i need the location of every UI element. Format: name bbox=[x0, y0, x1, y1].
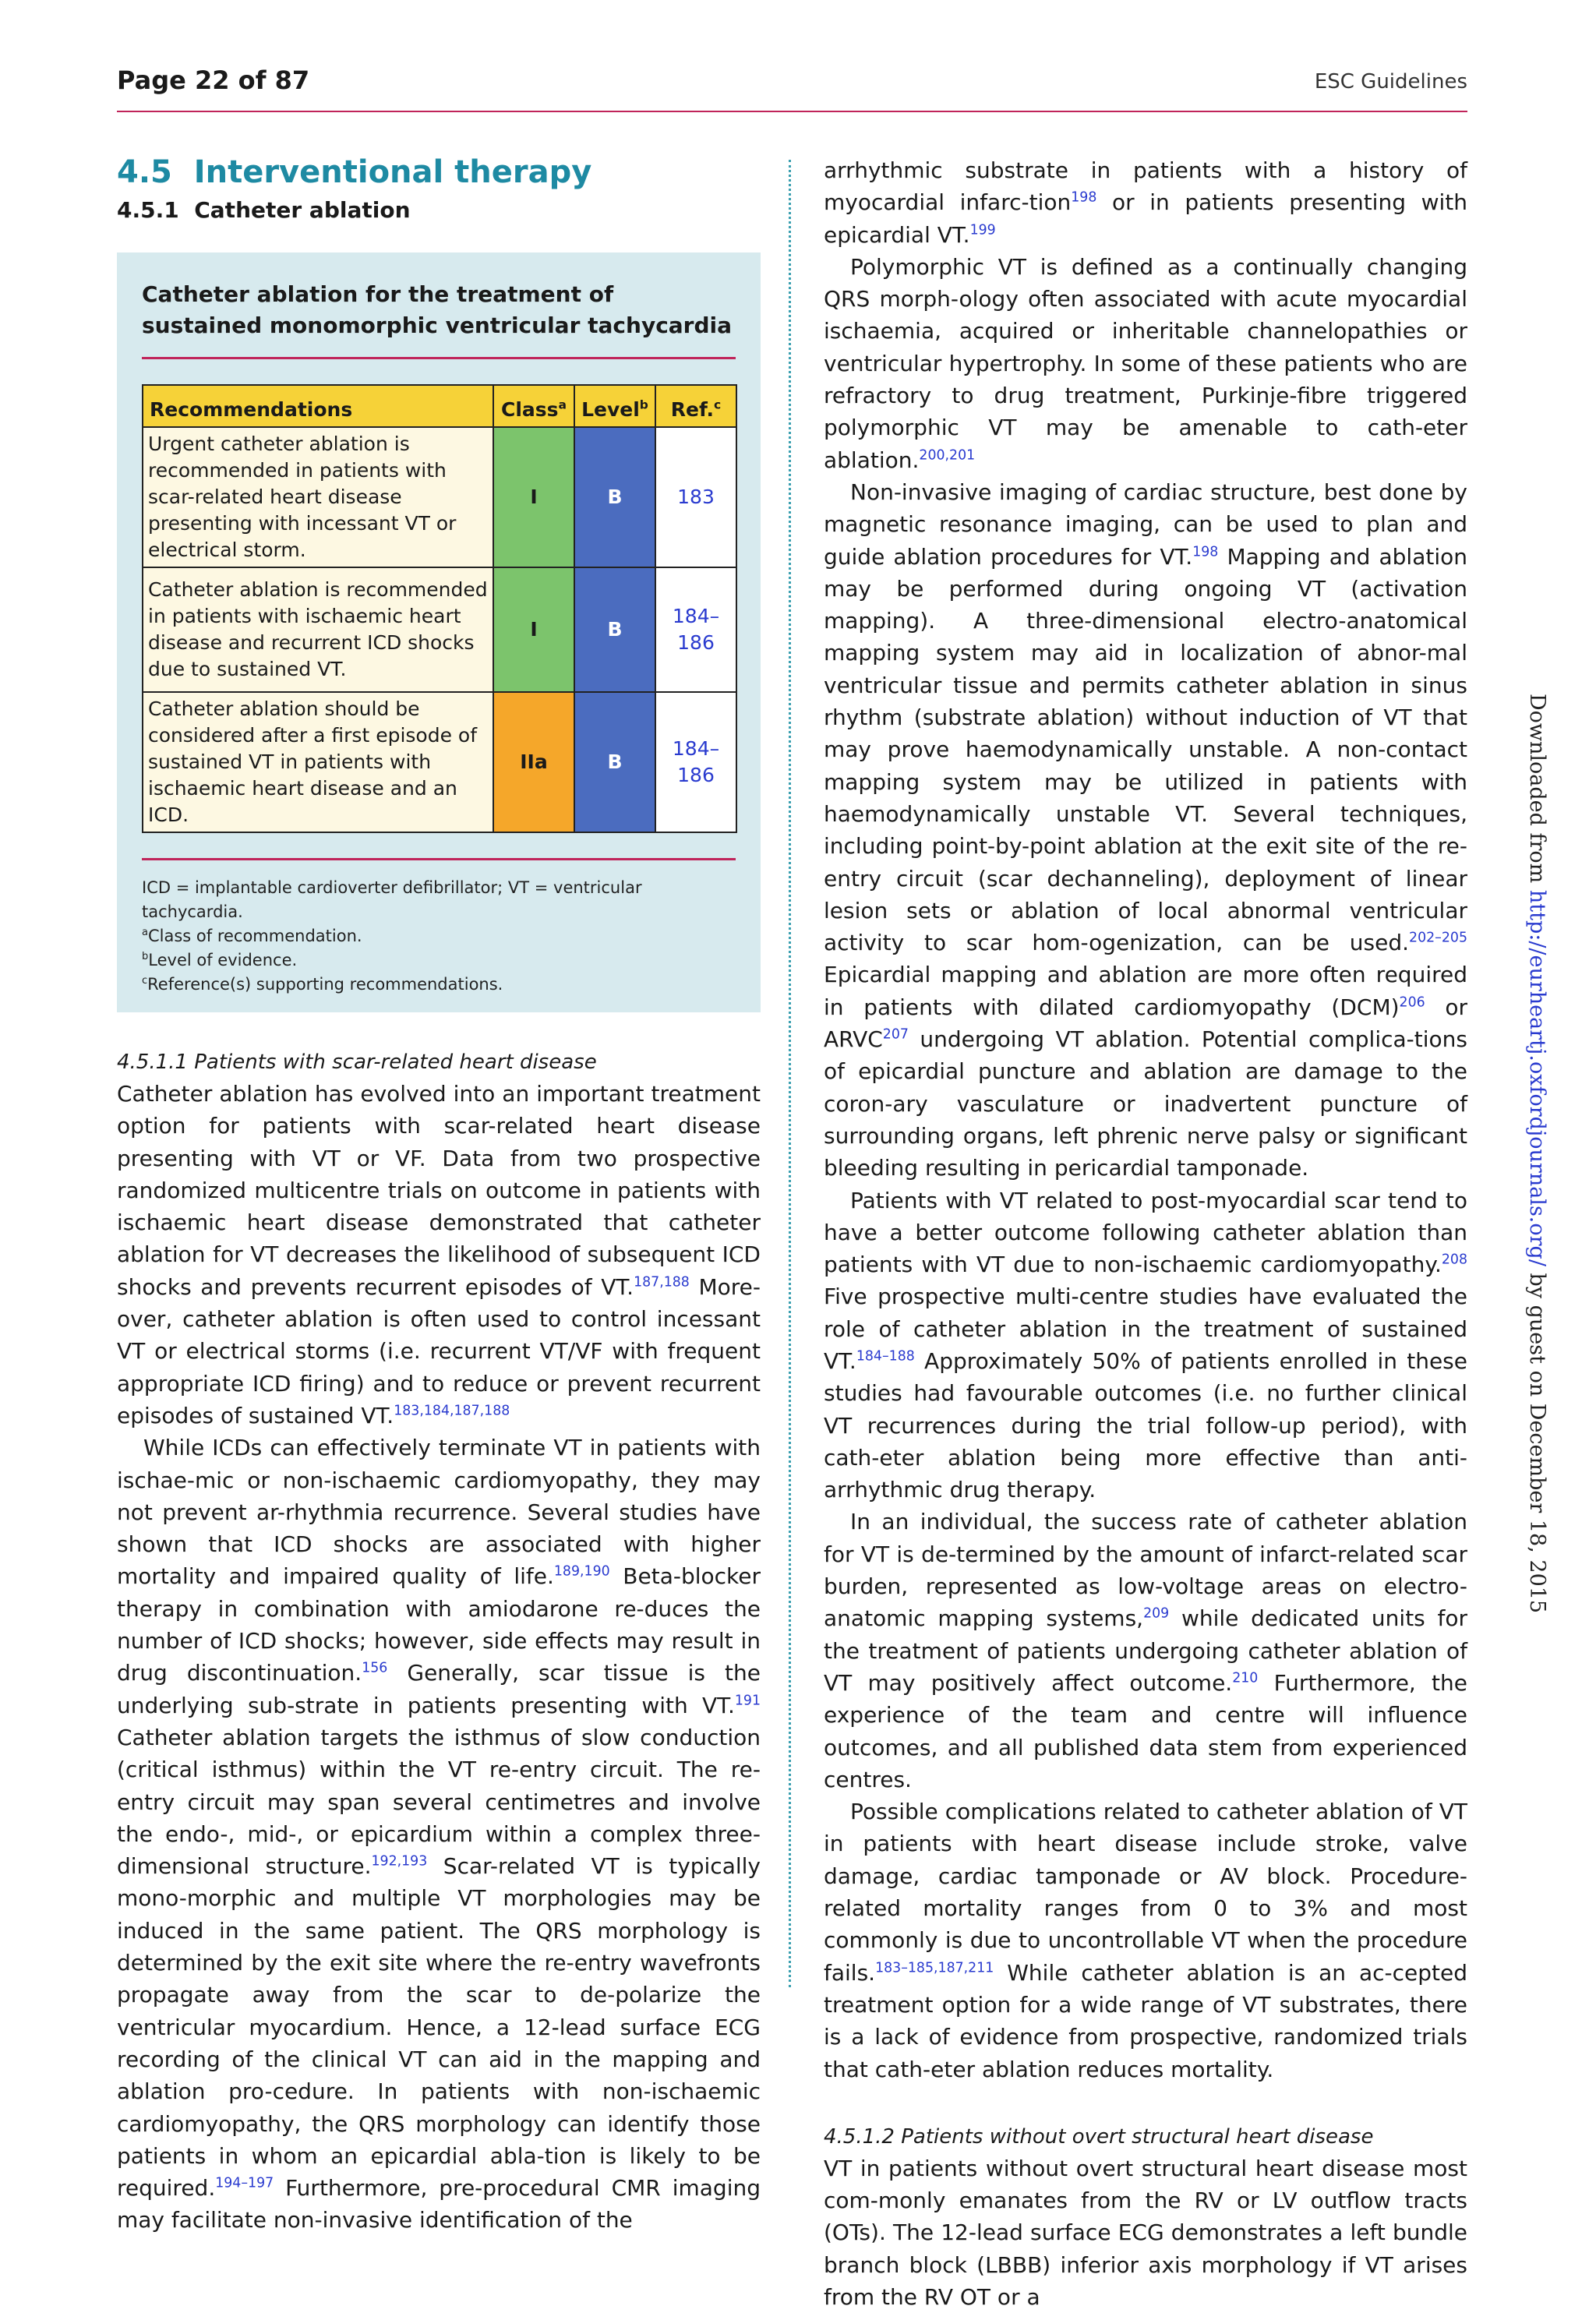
citation[interactable]: 206 bbox=[1399, 994, 1425, 1011]
right-column bbox=[824, 154, 1467, 2313]
paragraph: Polymorphic VT is defined as a continually changing QRS morph-ology often associated with acute myocardial ischaemia, acquired or inheritable channelopathies or ventricular hypertrophy. In some of these patients who are refractory to drug treatment, Purkinje-fibre triggered polymorphic VT may be amenable to cath-eter ablation.$^{200,201}$ bbox=[824, 253, 1467, 473]
ref-cell[interactable]: 183 bbox=[655, 427, 736, 567]
paragraph: VT in patients without overt structural heart disease most com-monly emanates from the RV or LV outflow tracts (OTs). The 12-lead surface ECG demonstrates a left bundle branch block (LBBB) inferior axis morphology if VT arises from the RV OT or a bbox=[824, 2155, 1467, 2310]
paragraph: In an individual, the success rate of catheter ablation for VT is de-termined by the amount of infarct-related scar burden, represented as low-voltage areas on electro-anatomic mapping systems,$^{209}$ while dedicated units for the treatment of patients undergoing catheter ablation of VT may positively affect outcome.$^{210}$ Furthermore, the experience of the team and centre will influence outcomes, and all published data stem from experienced centres. bbox=[824, 1509, 1468, 1792]
class-cell: IIa bbox=[493, 692, 574, 832]
header-class: Class$^a$ bbox=[493, 385, 574, 427]
download-side-note: Downloaded from http://eurheartj.oxfordjournals.org/ by guest on December 18, 2015 bbox=[1525, 694, 1549, 1614]
recommendation-box bbox=[117, 252, 761, 1012]
citation[interactable]: 210 bbox=[1232, 1670, 1259, 1686]
header-level: Level$^b$ bbox=[574, 385, 655, 427]
citation[interactable]: 207 bbox=[882, 1026, 909, 1043]
recommendation-table bbox=[142, 384, 737, 833]
level-cell: B bbox=[574, 567, 655, 692]
table-row bbox=[143, 427, 736, 567]
recommendation-box-title: Catheter ablation for the treatment of sustained monomorphic ventricular tachycardia bbox=[142, 281, 733, 338]
source-link[interactable]: http://eurheartj.oxfordjournals.org/ bbox=[1525, 889, 1549, 1266]
citation[interactable]: 192,193 bbox=[371, 1853, 428, 1870]
citation[interactable]: 191 bbox=[734, 1693, 761, 1709]
header-ref: Ref.$^c$ bbox=[655, 385, 736, 427]
citation[interactable]: 187,188 bbox=[634, 1274, 690, 1291]
box-divider-bottom bbox=[142, 858, 736, 860]
page-header bbox=[117, 65, 1467, 112]
paragraph: While ICDs can effectively terminate VT in patients with ischae-mic or non-ischaemic cardiomyopathy, they may not prevent ar-rhythmia recurrence. Several studies have shown that ICD shocks are associated with higher mortality and impaired quality of life.$^{189,190}$ Beta-blocker therapy in combination with amiodarone re-duces the number of ICD shocks; however, side effects may result in drug discontinuation.$^{156}$ Generally, scar tissue is the underlying sub-strate in patients presenting with VT.$^{191}$ Catheter ablation targets the isthmus of slow conduction (critical isthmus) within the VT re-entry circuit. The re-entry circuit may span several centimetres and involve the endo-, mid-, or epicardium within a complex three-dimensional structure.$^{192,193}$ Scar-related VT is typically mono-morphic and multiple VT morphologies may be induced in the same patient. The QRS morphology is determined by the exit site where the re-entry wavefronts propagate away from the scar to de-polarize the ventricular myocardium. Hence, a 12-lead surface ECG recording of the clinical VT can aid in the mapping and ablation pro-cedure. In patients with non-ischaemic cardiomyopathy, the QRS morphology can identify those patients in whom an epicardial abla-tion is likely to be required.$^{194-197}$ Furthermore, pre-procedural CMR imaging may facilitate non-invasive identification of the bbox=[117, 1435, 761, 2234]
footnote-abbreviations: ICD = implantable cardioverter defibrillator; VT = ventricular tachycardia. bbox=[142, 878, 642, 921]
subsection-number: 4.5.1 bbox=[117, 197, 179, 223]
citation[interactable]: 202–205 bbox=[1409, 930, 1467, 946]
citation[interactable]: 183–185,187,211 bbox=[875, 1960, 994, 1976]
ref-cell[interactable]: 184– 186 bbox=[655, 567, 736, 692]
citation[interactable]: 198 bbox=[1071, 189, 1097, 206]
footnote-a: $^a$Class of recommendation. bbox=[142, 927, 362, 945]
table-footnotes bbox=[142, 876, 736, 997]
recommendation-text: Urgent catheter ablation is recommended in patients with scar-related heart disease presenting with incessant VT or electrical storm. bbox=[143, 427, 493, 567]
recommendation-text: Catheter ablation is recommended in patients with ischaemic heart disease and recurrent ICD shocks due to sustained VT. bbox=[143, 567, 493, 692]
level-cell: B bbox=[574, 427, 655, 567]
citation[interactable]: 194–197 bbox=[215, 2175, 274, 2191]
citation[interactable]: 208 bbox=[1441, 1252, 1467, 1268]
footnote-b: $^b$Level of evidence. bbox=[142, 951, 298, 969]
page-number: Page 22 of 87 bbox=[117, 65, 310, 95]
section-gap bbox=[824, 2085, 1467, 2121]
header-recommendations: Recommendations bbox=[143, 385, 493, 427]
section-title bbox=[117, 154, 761, 190]
citation[interactable]: 156 bbox=[362, 1661, 388, 1677]
subsection-title bbox=[117, 196, 761, 224]
paragraph: Possible complications related to catheter ablation of VT in patients with heart disease include stroke, valve damage, cardiac tamponade or AV block. Procedure-related mortality ranges from 0 to 3% and most commonly is due to uncontrollable VT when the procedure fails.$^{183-185,187,211}$ While catheter ablation is an ac-cepted treatment option for a wide range of VT substrates, there is a lack of evidence from prospective, randomized trials that cath-eter ablation reduces mortality. bbox=[824, 1799, 1467, 2082]
section-number: 4.5 bbox=[117, 154, 172, 190]
level-cell: B bbox=[574, 692, 655, 832]
paragraph: Catheter ablation has evolved into an important treatment option for patients with scar-related heart disease presenting with VT or VF. Data from two prospective randomized multicentre trials on outcome in patients with ischaemic heart disease demonstrated that catheter ablation for VT decreases the likelihood of subsequent ICD shocks and prevents recurrent episodes of VT.$^{187,188}$ More-over, catheter ablation is often used to control incessant VT or electrical storms (i.e. recurrent VT/VF with frequent appropriate ICD firing) and to reduce or prevent recurrent episodes of sustained VT.$^{183,184,187,188}$ bbox=[117, 1081, 761, 1428]
footnote-c: $^c$Reference(s) supporting recommendations. bbox=[142, 975, 503, 994]
paragraph: Non-invasive imaging of cardiac structure, best done by magnetic resonance imaging, can be used to plan and guide ablation procedures for VT.$^{198}$ Mapping and ablation may be performed during ongoing VT (activation mapping). A three-dimensional electro-anatomical mapping system may aid in localization of abnor-mal ventricular tissue and permits catheter ablation in sinus rhythm (substrate ablation) without induction of VT that may prove haemodynamically unstable. A non-contact mapping system may be utilized in patients with haemodynamically unstable VT. Several techniques, including point-by-point ablation at the exit site of the re-entry circuit (scar dechanneling), deployment of linear lesion sets or ablation of local abnormal ventricular activity to scar hom-ogenization, can be used.$^{202-205}$ Epicardial mapping and ablation are more often required in patients with dilated cardiomyopathy (DCM)$^{206}$ or ARVC$^{207}$ undergoing VT ablation. Potential complica-tions of epicardial puncture and ablation are damage to the coron-ary vasculature or inadvertent puncture of surrounding organs, left phrenic nerve palsy or significant bleeding resulting in pericardial tamponade. bbox=[824, 478, 1467, 1181]
paragraph: Patients with VT related to post-myocardial scar tend to have a better outcome following catheter ablation than patients with VT due to non-ischaemic cardiomyopathy.$^{208}$ Five prospective multi-centre studies have evaluated the role of catheter ablation in the treatment of sustained VT.$^{184-188}$ Approximately 50% of patients enrolled in these studies had favourable outcomes (i.e. no further clinical VT recurrences during the trial follow-up period), with cath-eter ablation being more effective than anti-arrhythmic drug therapy. bbox=[824, 1187, 1467, 1503]
table-header-row bbox=[143, 385, 736, 427]
subsubsection-heading: 4.5.1.2 Patients without overt structural heart disease bbox=[824, 2124, 1374, 2149]
left-column bbox=[117, 154, 761, 2237]
ref-cell[interactable]: 184– 186 bbox=[655, 692, 736, 832]
journal-name: ESC Guidelines bbox=[1314, 70, 1467, 94]
column-divider bbox=[789, 160, 791, 1987]
citation[interactable]: 200,201 bbox=[919, 447, 976, 464]
citation[interactable]: 189,190 bbox=[553, 1564, 610, 1580]
class-cell: I bbox=[493, 567, 574, 692]
paragraph-continued: arrhythmic substrate in patients with a history of myocardial infarc-tion$^{198}$ or in patients presenting with epicardial VT.$^{199}$ bbox=[824, 157, 1467, 248]
box-divider-top bbox=[142, 357, 736, 359]
subsection-title-text: Catheter ablation bbox=[194, 197, 411, 223]
section-title-text: Interventional therapy bbox=[193, 154, 592, 190]
citation[interactable]: 198 bbox=[1192, 544, 1219, 560]
citation[interactable]: 199 bbox=[969, 222, 996, 238]
citation[interactable]: 184–188 bbox=[856, 1348, 915, 1365]
recommendation-text: Catheter ablation should be considered after a first episode of sustained VT in patients with ischaemic heart disease and an ICD. bbox=[143, 692, 493, 832]
table-row bbox=[143, 692, 736, 832]
class-cell: I bbox=[493, 427, 574, 567]
table-row bbox=[143, 567, 736, 692]
subsubsection-heading: 4.5.1.1 Patients with scar-related heart disease bbox=[117, 1051, 597, 1074]
continued-text: arrhythmic substrate in patients with a history of myocardial infarc-tion bbox=[824, 157, 1467, 216]
citation[interactable]: 209 bbox=[1143, 1606, 1170, 1623]
citation[interactable]: 183,184,187,188 bbox=[394, 1403, 510, 1419]
